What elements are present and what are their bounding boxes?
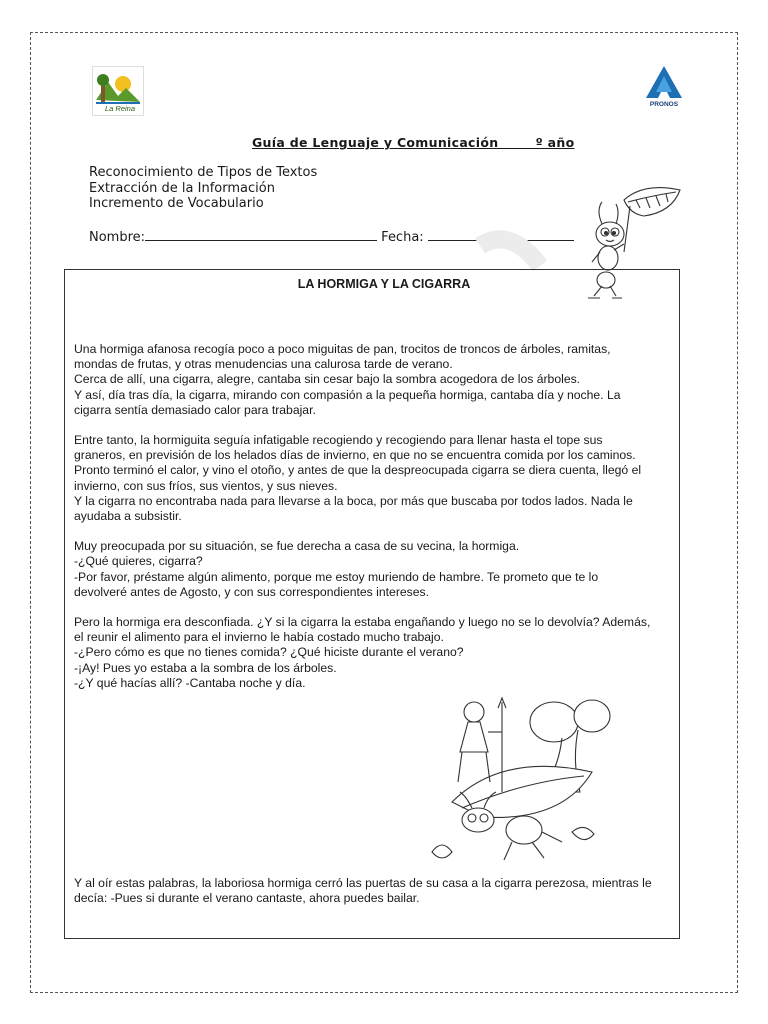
topic-item: Extracción de la Información bbox=[89, 180, 275, 196]
story-paragraph bbox=[74, 342, 674, 418]
pronos-logo-text: PRONOS bbox=[649, 101, 679, 108]
story-line: Entre tanto, la hormiguita seguía infatigable recogiendo y recogiendo para llenar hasta el tope sus bbox=[74, 433, 603, 448]
story-line: graneros, en previsión de los helados días de invierno, en que no se encuentra comida por los caminos. bbox=[74, 448, 636, 463]
story-paragraph bbox=[74, 615, 674, 691]
ant-and-cicada-illustration bbox=[412, 692, 612, 872]
story-line: invierno, con sus fríos, sus vientos, y sus nieves. bbox=[74, 478, 338, 493]
school-logo-text: La Reina bbox=[105, 104, 136, 113]
date-label: Fecha: bbox=[381, 230, 424, 245]
topic-list bbox=[89, 165, 317, 212]
name-field[interactable] bbox=[145, 228, 377, 241]
story-title: LA HORMIGA Y LA CIGARRA bbox=[297, 277, 471, 291]
story-text bbox=[74, 342, 674, 706]
story-line: Una hormiga afanosa recogía poco a poco miguitas de pan, trocitos de troncos de árboles, ramitas, bbox=[74, 342, 611, 356]
story-line: -¿Y qué hacías allí? -Cantaba noche y día. bbox=[74, 675, 306, 690]
topic-item: Reconocimiento de Tipos de Textos bbox=[89, 165, 318, 180]
guide-title: Guía de Lenguaje y Comunicación º año bbox=[252, 135, 575, 150]
topic-item: Incremento de Vocabulario bbox=[89, 196, 264, 211]
story-line: -¡Ay! Pues yo estaba a la sombra de los árboles. bbox=[74, 660, 337, 675]
story-line: el reunir el alimento para el invierno le había costado mucho trabajo. bbox=[74, 630, 444, 645]
story-line: -¿Qué quieres, cigarra? bbox=[74, 554, 203, 569]
story-line: cigarra sentía demasiado calor para trabajar. bbox=[74, 402, 316, 417]
story-line: Y al oír estas palabras, la laboriosa hormiga cerró las puertas de su casa a la cigarra perezosa, mientras le bbox=[74, 876, 652, 890]
story-line: devolveré antes de Agosto, y con sus correspondientes intereses. bbox=[74, 584, 430, 599]
story-line: decía: -Pues si durante el verano cantaste, ahora puedes bailar. bbox=[74, 891, 420, 906]
story-line: -Por favor, préstame algún alimento, porque me estoy muriendo de hambre. Te prometo que te lo bbox=[74, 569, 599, 584]
name-label: Nombre: bbox=[89, 230, 146, 245]
story-line: Y así, día tras día, la cigarra, mirando con compasión a la pequeña hormiga, cantaba día y noche. La bbox=[74, 387, 621, 402]
pronos-logo bbox=[642, 64, 686, 110]
story-line: Pronto terminó el calor, y vino el otoño, y antes de que la despreocupada cigarra se diera cuenta, llegó el bbox=[74, 463, 642, 478]
story-line: Y la cigarra no encontraba nada para llevarse a la boca, por más que buscaba por todos lados. Nada le bbox=[74, 493, 633, 508]
story-line: mondas de frutas, y otras menudencias una calurosa tarde de verano. bbox=[74, 357, 453, 372]
school-logo bbox=[92, 66, 144, 116]
story-ending bbox=[74, 876, 674, 906]
story-paragraph bbox=[74, 433, 674, 524]
story-line: Muy preocupada por su situación, se fue derecha a casa de su vecina, la hormiga. bbox=[74, 539, 520, 554]
story-line: Pero la hormiga era desconfiada. ¿Y si la cigarra la estaba engañando y luego no se lo devolvía? Además, bbox=[74, 615, 651, 630]
story-paragraph bbox=[74, 539, 674, 600]
story-line: Cerca de allí, una cigarra, alegre, cantaba sin cesar bajo la sombra acogedora de los árboles. bbox=[74, 372, 581, 387]
story-line: -¿Pero cómo es que no tienes comida? ¿Qué hiciste durante el verano? bbox=[74, 645, 464, 660]
story-line: ayudaba a subsistir. bbox=[74, 509, 182, 524]
